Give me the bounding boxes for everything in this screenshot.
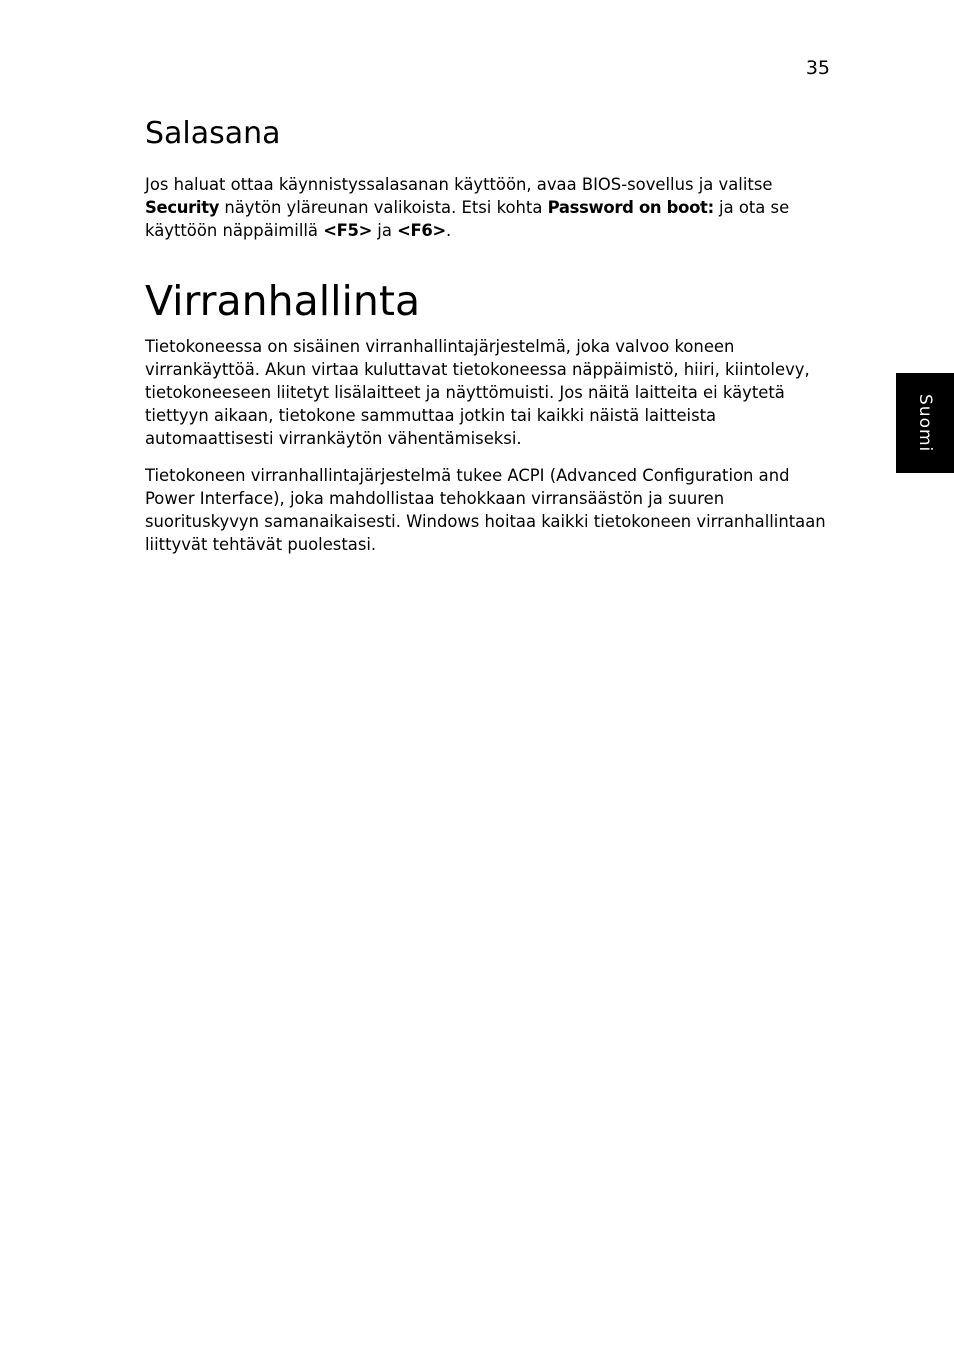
side-tab-label: Suomi [915, 393, 935, 453]
section-heading-password: Salasana [145, 116, 281, 151]
ui-key-f6: <F6> [397, 221, 446, 240]
password-text-1: Jos haluat ottaa käynnistyssalasanan käyttöön, avaa BIOS-sovellus ja valitse [145, 175, 773, 194]
password-text-3: ja ota se käyttöön näppäimillä [145, 198, 790, 240]
section-heading-power-management: Virranhallinta [145, 277, 421, 325]
ui-term-password-on-boot: Password on boot: [547, 198, 714, 217]
password-text-5: . [445, 221, 452, 240]
page-number: 35 [805, 57, 830, 79]
password-text-2: näytön yläreunan valikoista. Etsi kohta [219, 198, 548, 217]
power-paragraph-2: Tietokoneen virranhallintajärjestelmä tukee ACPI (Advanced Configuration and Power Interface), joka mahdollistaa tehokkaan virransäästön ja suuren suorituskyvyn samanaikaisesti. Windows hoitaa kaikki tietokoneen virranhallintaan liittyvät tehtävät puolestasi. [145, 466, 826, 554]
password-paragraph [145, 173, 835, 242]
language-side-tab [896, 373, 954, 473]
password-text-4: ja [372, 221, 398, 240]
ui-key-f5: <F5> [323, 221, 373, 240]
power-paragraph-1: Tietokoneessa on sisäinen virranhallintajärjestelmä, joka valvoo koneen virrankäyttöä. Akun virtaa kuluttavat tietokoneessa näppäimistö, hiiri, kiintolevy, tietokoneeseen liitetyt lisälaitteet ja näyttömuisti. Jos näitä laitteita ei käytetä tiettyyn aikaan, tietokone sammuttaa jotkin tai kaikki näistä laitteista automaattisesti virrankäytön vähentämiseksi. [145, 337, 810, 448]
ui-term-security: Security [145, 198, 220, 217]
